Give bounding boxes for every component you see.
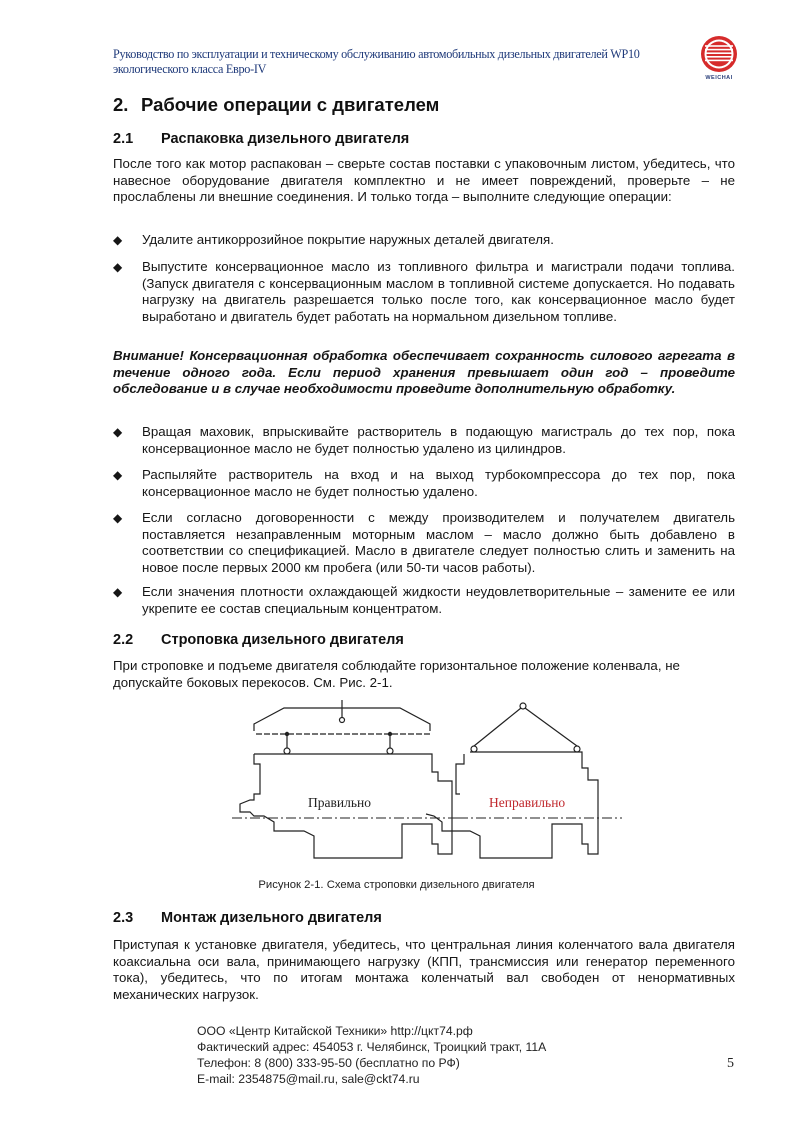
chapter-heading — [113, 94, 439, 116]
bullet-item — [113, 424, 735, 457]
section-number: 2.3 — [113, 910, 134, 926]
weichai-logo — [696, 34, 742, 84]
page-footer — [197, 1023, 546, 1087]
diamond-bullet-icon: ◆ — [113, 233, 123, 247]
diamond-bullet-icon: ◆ — [113, 425, 123, 439]
section-title: Строповка дизельного двигателя — [161, 632, 404, 648]
section-2-1-heading — [113, 131, 409, 147]
section-title: Распаковка дизельного двигателя — [161, 131, 410, 147]
weichai-logo-icon — [696, 34, 742, 74]
diamond-bullet-icon: ◆ — [113, 511, 123, 525]
figure-caption: Рисунок 2-1. Схема строповки дизельного двигателя — [258, 879, 535, 891]
bullet-text: Если значения плотности охлаждающей жидкости неудовлетворительные – замените ее или укрепите ее состав специальным концентратом. — [142, 584, 735, 616]
section-2-1-intro: После того как мотор распакован – сверьте состав поставки с упаковочным листом, убедитесь, что навесное оборудование двигателя комплектно и не имеет повреждений, проверьте – не прослаблены ли внешние соединения. И только тогда – выполните следующие операции: — [113, 156, 735, 204]
engine-lifting-diagram-icon — [232, 696, 622, 871]
bullet-item — [113, 232, 735, 249]
section-2-2-text: При строповке и подъеме двигателя соблюдайте горизонтальное положение коленвала, не допускайте боковых перекосов. См. Рис. 2-1. — [113, 658, 680, 690]
logo-text: WEICHAI — [705, 75, 733, 81]
footer-address: Фактический адрес: 454053 г. Челябинск, Троицкий тракт, 11А — [197, 1040, 547, 1054]
running-header — [113, 47, 673, 77]
bullet-item — [113, 510, 735, 576]
page-number: 5 — [727, 1056, 734, 1071]
bullet-text: Распыляйте растворитель на вход и на выход турбокомпрессора до тех пор, пока консервационное масло не будет полностью удалено. — [142, 467, 735, 499]
label-correct: Правильно — [308, 795, 371, 810]
section-2-3-text: Приступая к установке двигателя, убедитесь, что центральная линия коленчатого вала двигателя коаксиальна оси вала, принимающего нагрузку (КПП, трансмиссия или генератор переменного тока), убедитесь, что по итогам монтажа коленчатый вал свободен от ненормативных механических нагрузок. — [113, 937, 735, 1002]
section-2-3-heading — [113, 910, 382, 926]
section-title: Монтаж дизельного двигателя — [161, 910, 382, 926]
bullet-item — [113, 467, 735, 500]
header-line-1: Руководство по эксплуатации и техническому обслуживанию автомобильных дизельных двигателей WP10 — [113, 47, 640, 61]
incorrect-lifting-drawing — [426, 703, 622, 858]
bullet-item — [113, 259, 735, 325]
bullet-text: Удалите антикоррозийное покрытие наружных деталей двигателя. — [142, 232, 554, 247]
chapter-number: 2. — [113, 94, 129, 115]
bullet-text: Выпустите консервационное масло из топливного фильтра и магистрали подачи топлива. (Запуск двигателя с консервационным маслом в топливной системе допускается. Но подавать нагрузку на двигатель разрешается только после того, как консервационное масло будет выработано и двигатель будет работать на нормальном дизельном топливе. — [142, 259, 735, 324]
footer-phone: Телефон: 8 (800) 333-95-50 (бесплатно по РФ) — [197, 1056, 460, 1070]
footer-email: E-mail: 2354875@mail.ru, sale@ckt74.ru — [197, 1072, 420, 1086]
section-2-2-heading — [113, 632, 404, 648]
bullet-text: Вращая маховик, впрыскивайте растворитель в подающую магистраль до тех пор, пока консервационное масло не будет полностью удалено из цилиндров. — [142, 424, 735, 456]
section-number: 2.2 — [113, 632, 134, 648]
diamond-bullet-icon: ◆ — [113, 585, 123, 599]
diamond-bullet-icon: ◆ — [113, 468, 123, 482]
lifting-diagram — [232, 696, 622, 871]
bullet-text: Если согласно договоренности с между производителем и получателем двигатель поставляется незаправленным моторным маслом – масло должно быть добавлено в соответствии со спецификацией. Масло в двигателе следует полностью слить и заменить на новое после первых 2000 км пробега (или 50-ти часов работы). — [142, 510, 735, 575]
warning-note: Внимание! Консервационная обработка обеспечивает сохранность силового агрегата в течение одного года. Если период хранения превышает один год – проведите обследование и в случае необходимости проведите дополнительную обработку. — [113, 348, 735, 396]
correct-lifting-drawing — [232, 700, 458, 858]
chapter-title: Рабочие операции с двигателем — [141, 94, 440, 115]
label-incorrect: Неправильно — [489, 795, 566, 810]
section-number: 2.1 — [113, 131, 134, 147]
footer-company: ООО «Центр Китайской Техники» http://цкт74.рф — [197, 1024, 473, 1038]
bullet-item — [113, 584, 735, 617]
header-line-2: экологического класса Евро-IV — [113, 62, 267, 76]
diamond-bullet-icon: ◆ — [113, 260, 123, 274]
